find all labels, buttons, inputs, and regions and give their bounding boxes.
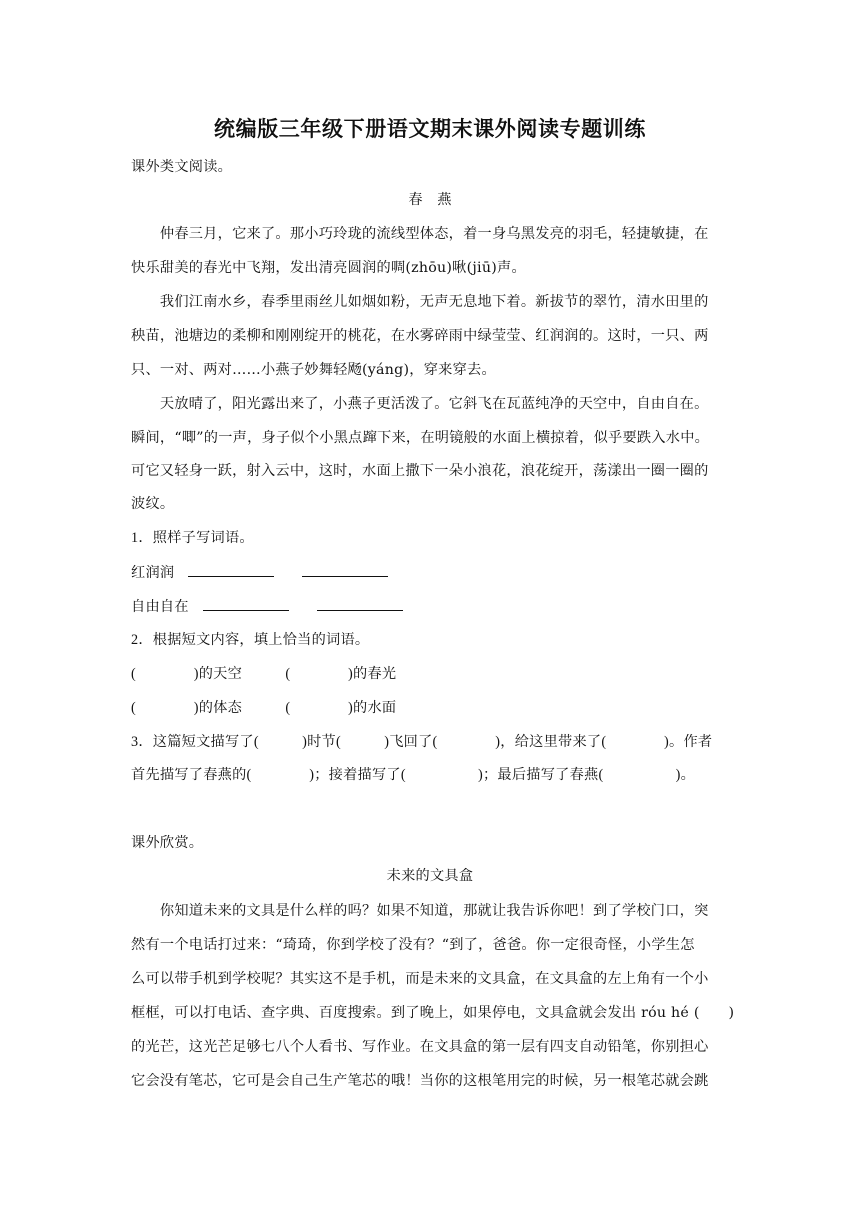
page-title: 统编版三年级下册语文期末课外阅读专题训练 xyxy=(214,117,646,141)
answer-blank[interactable] xyxy=(317,596,403,611)
question-3-line-2: 首先描写了春燕的( )；接着描写了( )；最后描写了春燕( )。 xyxy=(131,767,696,783)
question-1-row-2 xyxy=(131,596,733,617)
section-heading-appreciation: 课外欣赏。 xyxy=(131,835,204,851)
passage-line: 瞬间，“唧”的一声，身子似个小黑点蹿下来，在明镜般的水面上横掠着，似乎要跌入水中。 xyxy=(131,430,710,446)
passage-line: 我们江南水乡，春季里雨丝儿如烟如粉，无声无息地下着。新拔节的翠竹，清水田里的 xyxy=(131,294,709,310)
question-2-row-2: ( )的体态 ( )的水面 xyxy=(131,700,397,716)
passage-line: 框框，可以打电话、查字典、百度搜索。到了晚上，如果停电，文具盒就会发出 róu hé ( ) xyxy=(131,1005,735,1021)
answer-blank[interactable] xyxy=(302,562,388,577)
passage-line: 你知道未来的文具是什么样的吗？如果不知道，那就让我告诉你吧！到了学校门口，突 xyxy=(131,903,709,919)
section-heading-reading: 课外类文阅读。 xyxy=(131,159,233,175)
question-2-row-1: ( )的天空 ( )的春光 xyxy=(131,666,397,682)
passage-line: 的光芒，这光芒足够七八个人看书、写作业。在文具盒的第一层有四支自动铅笔，你别担心 xyxy=(131,1039,709,1055)
passage-line: 然有一个电话打过来：“琦琦，你到学校了没有？“到了，爸爸。你一定很奇怪，小学生怎 xyxy=(131,937,695,953)
answer-blank[interactable] xyxy=(188,562,274,577)
passage-line: 仲春三月，它来了。那小巧玲珑的流线型体态，着一身乌黑发亮的羽毛，轻捷敏捷，在 xyxy=(131,226,709,242)
passage-line: 快乐甜美的春光中飞翔，发出清亮圆润的啁(zhōu)啾(jiū)声。 xyxy=(131,260,526,276)
passage-title-chunyan: 春 燕 xyxy=(408,192,452,208)
example-word: 红润润 xyxy=(131,565,175,581)
passage-line: 天放晴了，阳光露出来了，小燕子更活泼了。它斜飞在瓦蓝纯净的天空中，自由自在。 xyxy=(131,396,709,412)
question-2: 2．根据短文内容，填上恰当的词语。 xyxy=(131,632,370,648)
passage-line: 秧苗，池塘边的柔柳和刚刚绽开的桃花，在水雾碎雨中绿莹莹、红润润的。这时，一只、两 xyxy=(131,328,709,344)
passage-line: 么可以带手机到学校呢？其实这不是手机，而是未来的文具盒，在文具盒的左上角有一个小 xyxy=(131,971,709,987)
passage-title-future-pencil-case: 未来的文具盒 xyxy=(386,868,474,884)
question-3-line-1: 3．这篇短文描写了( )时节( )飞回了( )，给这里带来了( )。作者 xyxy=(131,734,713,750)
passage-line: 可它又轻身一跃，射入云中，这时，水面上撒下一朵小浪花，浪花绽开，荡漾出一圈一圈的 xyxy=(131,463,709,479)
passage-line: 它会没有笔芯，它可是会自己生产笔芯的哦！当你的这根笔用完的时候，另一根笔芯就会跳 xyxy=(131,1073,709,1089)
passage-line: 只、一对、两对……小燕子妙舞轻飏(yáng)，穿来穿去。 xyxy=(131,362,496,378)
question-1: 1．照样子写词语。 xyxy=(131,530,254,546)
answer-blank[interactable] xyxy=(203,596,289,611)
passage-line: 波纹。 xyxy=(131,496,175,512)
example-word: 自由自在 xyxy=(131,599,189,615)
question-1-row-1 xyxy=(131,562,733,583)
